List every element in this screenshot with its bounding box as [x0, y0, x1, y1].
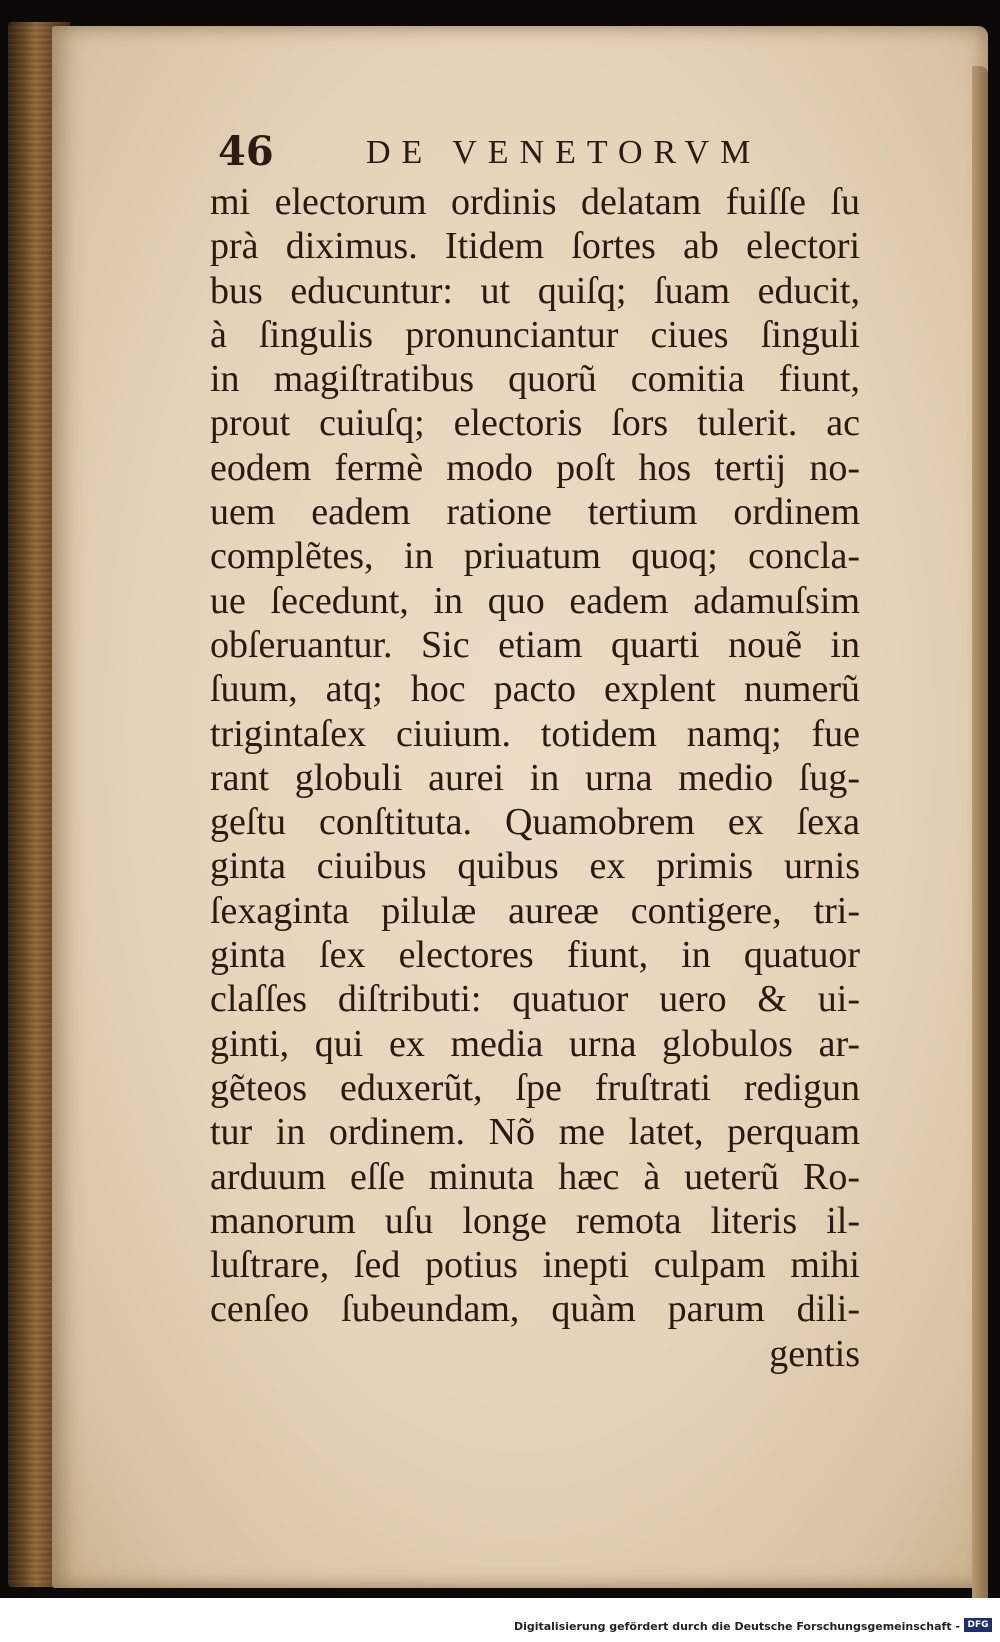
text-line: cenſeo ſubeundam, quàm parum dili- — [210, 1288, 860, 1331]
text-line: ginti, qui ex media urna globulos ar- — [210, 1022, 860, 1065]
text-line: arduum eſſe minuta hæc à ueterũ Ro- — [210, 1155, 860, 1198]
text-line: trigintaſex ciuium. totidem namq; fue — [210, 712, 860, 755]
text-line: complẽtes, in priuatum quoq; concla- — [210, 535, 860, 578]
text-line: geſtu conſtituta. Quamobrem ex ſexa — [210, 801, 860, 844]
text-line: ginta ſex electores fiunt, in quatuor — [210, 934, 860, 977]
catchword: gentis — [769, 1332, 860, 1375]
text-line: claſſes diſtributi: quatuor uero & ui- — [210, 978, 860, 1021]
page-right-edge — [972, 66, 988, 1606]
text-line: obſeruantur. Sic etiam quarti nouẽ in — [210, 623, 860, 666]
text-line: ginta ciuibus quibus ex primis urnis — [210, 845, 860, 888]
body-text — [210, 180, 860, 1376]
funding-credit: Digitalisierung gefördert durch die Deutsche Forschungsgemeinschaft - — [513, 1620, 960, 1633]
text-line: gẽteos eduxerũt, ſpe fruſtrati redigun — [210, 1066, 860, 1109]
text-line: à ſingulis pronunciantur ciues ſinguli — [210, 313, 860, 356]
text-line: prà diximus. Itidem ſortes ab electori — [210, 225, 860, 268]
text-line: bus educuntur: ut quiſq; ſuam educit, — [210, 269, 860, 312]
dfg-logo: DFG — [964, 1618, 992, 1632]
text-line: ſuum, atq; hoc pacto explent numerũ — [210, 668, 860, 711]
text-line: uem eadem ratione tertium ordinem — [210, 491, 860, 534]
text-line: eodem fermè modo poſt hos tertij no- — [210, 446, 860, 489]
text-line: manorum uſu longe remota literis il- — [210, 1199, 860, 1242]
text-line: prout cuiuſq; electoris ſors tulerit. ac — [210, 402, 860, 445]
text-line: ue ſecedunt, in quo eadem adamuſsim — [210, 579, 860, 622]
text-line: luſtrare, ſed potius inepti culpam mihi — [210, 1244, 860, 1287]
text-line: mi electorum ordinis delatam fuiſſe ſu — [210, 181, 860, 223]
page-header — [218, 128, 818, 178]
text-line: ſexaginta pilulæ aureæ contigere, tri- — [210, 889, 860, 932]
text-line: in magiſtratibus quorũ comitia fiunt, — [210, 358, 860, 401]
running-head: DE VENETORVM — [366, 134, 762, 171]
text-line: rant globuli aurei in urna medio ſug- — [210, 756, 860, 799]
page-number: 46 — [218, 128, 274, 175]
text-line: tur in ordinem. Nõ me latet, perquam — [210, 1111, 860, 1154]
